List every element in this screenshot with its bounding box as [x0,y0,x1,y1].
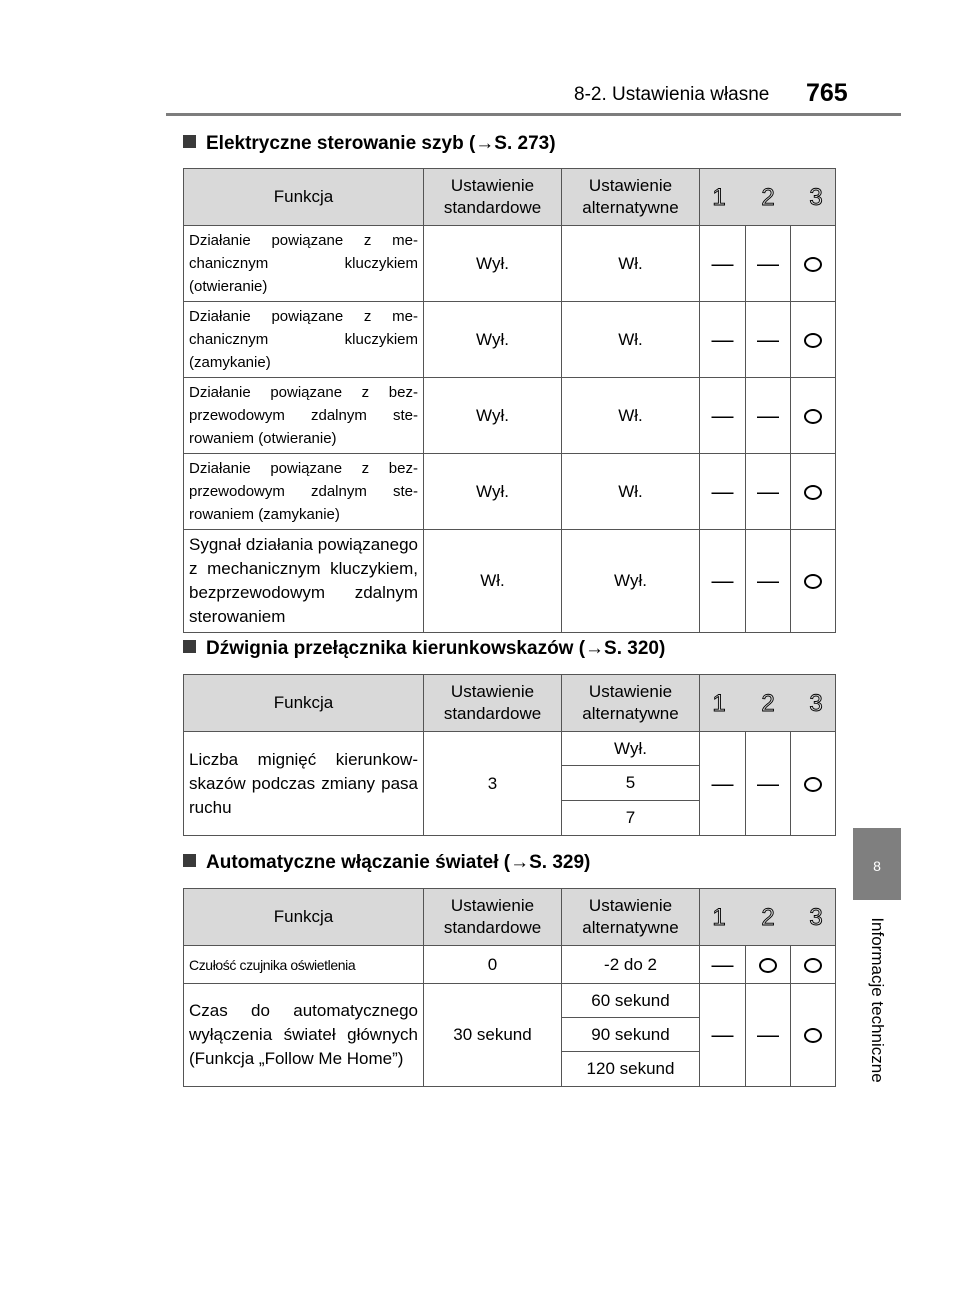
number-1-icon [707,903,731,931]
default-cell: 3 [424,732,562,836]
mark-cell-3 [791,984,836,1087]
number-3-icon [804,183,828,211]
number-3-icon [804,903,828,931]
function-cell: Sygnał działania powiązanego z mechanicznym kluczykiem, bezprzewodowym zdalnym sterowaniem [184,530,424,633]
circle-mark-icon [804,485,822,500]
col-function-header: Funkcja [184,169,424,226]
table-header-row [184,675,836,732]
alternative-cell: 60 sekund [562,984,700,1018]
default-cell: 30 sekund [424,984,562,1087]
circle-mark-icon [804,777,822,792]
svg-text:2: 2 [760,690,775,717]
number-icons [700,903,835,931]
circle-mark-icon [804,958,822,973]
circle-mark-icon [804,257,822,272]
alternative-cell: Wył. [562,530,700,633]
mark-cell-3 [791,732,836,836]
col-numbers-header [700,675,836,732]
section-title-turn-signal: Dźwignia przełącznika kierunkowskazów (→S. 320) [183,638,665,660]
svg-text:1: 1 [712,184,726,211]
mark-cell-3 [791,530,836,633]
table-row [184,732,836,766]
number-icons [700,183,835,211]
function-cell: Działanie powiązane z mechanicznym kluczykiem (zamykanie) [184,302,424,378]
number-3-icon [804,689,828,717]
alternative-cell: 120 sekund [562,1052,700,1087]
mark-cell-3 [791,302,836,378]
svg-text:1: 1 [712,904,726,931]
mark-cell-2: — [746,732,791,836]
mark-cell-1: — [700,984,746,1087]
table-row [184,984,836,1018]
square-bullet-icon [183,640,196,653]
square-bullet-icon [183,135,196,148]
default-cell: Wł. [424,530,562,633]
alternative-cell: Wł. [562,226,700,302]
col-function-header: Funkcja [184,675,424,732]
function-cell: Liczba mignięć kierunkowskazów podczas zmiany pasa ruchu [184,732,424,836]
mark-cell-2: — [746,530,791,633]
function-cell: Działanie powiązane z bezprzewodowym zdalnym sterowaniem (zamykanie) [184,454,424,530]
running-header-section: 8-2. Ustawienia własne [574,84,770,105]
circle-mark-icon [804,409,822,424]
mark-cell-2: — [746,226,791,302]
col-numbers-header [700,889,836,946]
table-row [184,946,836,984]
default-cell: Wył. [424,226,562,302]
mark-cell-2: — [746,454,791,530]
svg-text:3: 3 [809,904,823,931]
table-row [184,378,836,454]
chapter-label: Informacje techniczne [868,917,887,1083]
mark-cell-1: — [700,226,746,302]
col-function-header: Funkcja [184,889,424,946]
mark-cell-3 [791,226,836,302]
mark-cell-1: — [700,732,746,836]
table-row [184,302,836,378]
default-cell: Wył. [424,302,562,378]
mark-cell-1: — [700,378,746,454]
col-default-header: Ustawienie standardowe [424,169,562,226]
section-title-windows: Elektryczne sterowanie szyb (→S. 273) [183,133,556,155]
mark-cell-3 [791,378,836,454]
svg-text:3: 3 [809,690,823,717]
square-bullet-icon [183,854,196,867]
circle-mark-icon [804,333,822,348]
svg-text:2: 2 [760,184,775,211]
table-header-row [184,169,836,226]
function-cell: Działanie powiązane z mechanicznym kluczykiem (otwieranie) [184,226,424,302]
mark-cell-1: — [700,302,746,378]
mark-cell-2: — [746,378,791,454]
header-rule [166,113,901,116]
circle-mark-icon [759,958,777,973]
mark-cell-1: — [700,946,746,984]
mark-cell-2 [746,946,791,984]
table-auto-lights [183,888,836,1087]
col-alternative-header: Ustawienie alternatywne [562,675,700,732]
number-1-icon [707,689,731,717]
page-number: 765 [806,79,848,107]
chapter-number: 8 [873,858,881,874]
alternative-cell: Wył. [562,732,700,766]
mark-cell-2: — [746,984,791,1087]
mark-cell-1: — [700,530,746,633]
number-icons [700,689,835,717]
number-2-icon [756,903,780,931]
table-row [184,530,836,633]
number-1-icon [707,183,731,211]
table-row [184,226,836,302]
function-cell: Działanie powiązane z bezprzewodowym zdalnym sterowaniem (otwieranie) [184,378,424,454]
number-2-icon [756,689,780,717]
default-cell: Wył. [424,378,562,454]
section-title-auto-lights: Automatyczne włączanie świateł (→S. 329) [183,852,590,874]
function-cell: Czas do automatycznego wyłączenia świateł głównych (Funkcja „Follow Me Home”) [184,984,424,1087]
mark-cell-1: — [700,454,746,530]
alternative-cell: 7 [562,801,700,836]
number-2-icon [756,183,780,211]
table-row [184,454,836,530]
col-alternative-header: Ustawienie alternatywne [562,889,700,946]
svg-text:3: 3 [809,184,823,211]
col-default-header: Ustawienie standardowe [424,675,562,732]
table-power-windows [183,168,836,633]
function-cell: Czułość czujnika oświetlenia [184,946,424,984]
mark-cell-3 [791,946,836,984]
circle-mark-icon [804,1028,822,1043]
col-numbers-header [700,169,836,226]
alternative-cell: 90 sekund [562,1018,700,1052]
chapter-tab [853,828,901,900]
default-cell: Wył. [424,454,562,530]
table-header-row [184,889,836,946]
alternative-cell: Wł. [562,302,700,378]
col-default-header: Ustawienie standardowe [424,889,562,946]
default-cell: 0 [424,946,562,984]
alternative-cell: 5 [562,766,700,801]
circle-mark-icon [804,574,822,589]
svg-text:1: 1 [712,690,726,717]
alternative-cell: Wł. [562,454,700,530]
alternative-cell: -2 do 2 [562,946,700,984]
mark-cell-3 [791,454,836,530]
mark-cell-2: — [746,302,791,378]
col-alternative-header: Ustawienie alternatywne [562,169,700,226]
table-turn-signal [183,674,836,836]
alternative-cell: Wł. [562,378,700,454]
svg-text:2: 2 [760,904,775,931]
